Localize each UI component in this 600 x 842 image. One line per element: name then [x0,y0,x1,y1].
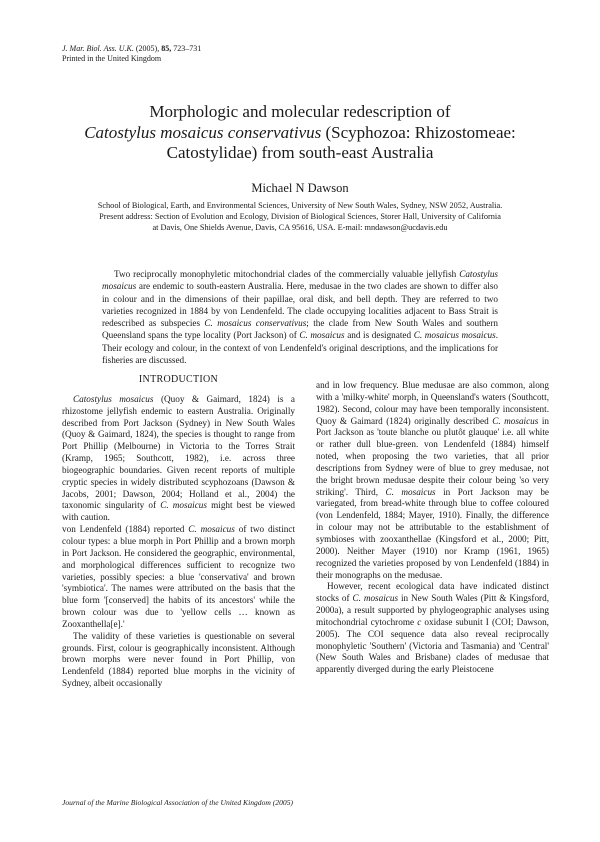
body-text: in Port Jackson may be variegated, from bread-white through blue to coffee coloured (von Lendenfeld, 1884; Mayer, 1910). Finally, the difference in colour may not be attributable to the establishment of symbioses with zooxanthellae (Kingsford et al., 2000; Pitt, 2000). Neither Mayer (1910) nor Kramp (1961, 1965) recognized the varieties proposed by von Lendenfeld (1884) in their monographs on the medusae. [316,486,549,580]
body-text: might best be viewed with caution. [62,500,296,523]
abstract-taxon: C. mosaicus conservativus [204,318,307,329]
body-text: (Quoy & Gaimard, 1824) is a rhizostome jellyfish endemic to eastern Australia. Originally described from Port Jackson (Sydney) in New South Wales (Quoy & Gaimard, 1824), the species is thought to range from Port Phillip (Melbourne) in Victoria to the Torres Strait (Kramp, 1965; Southcott, 1982), i.e. across three biogeographic boundaries. Given recent reports of multiple cryptic species in widely distributed scyphozoans (Dawson & Jacobs, 2001; Dawson, 2004; Holland et al., 2004) the taxonomic singularity of [62,393,295,511]
abstract-taxon: C. mosaicus [299,330,345,341]
intro-paragraph-3-continued [316,380,549,581]
journal-abbreviation: J. Mar. Biol. Ass. U.K. [62,44,134,53]
intro-paragraph-4 [316,581,549,676]
journal-footer: Journal of the Marine Biological Association of the United Kingdom (2005) [62,798,294,807]
body-taxon: C. mosaicus [352,593,399,604]
body-text: in New South Wales (Pitt & Kingsford, 2000a), a result supported by phylogeographic analyses using mitochondrial cytochrome [316,593,549,627]
body-taxon: C. mosaicus [160,500,207,511]
body-text: in Port Jackson as 'toute blanche ou plutôt glauque' i.e. all white or rather dull blue-green. von Lendenfeld (1884) himself noted, when proposing the two varieties, that all prior descriptions from Sydney were of blue to grey medusae, not the bright brown medusae despite their colour being 'so very striking'. Third, [316,415,550,497]
title-taxon: Catostylus mosaicus conservativus [84,122,322,142]
body-taxon: c [417,616,422,627]
intro-paragraph-3: The validity of these varieties is questionable on several grounds. First, colour is geographically inconsistent. Although brown morphs were never found in Port Phillip, von Lendenfeld (1884) reported blue morphs in the vicinity of Sydney, albeit occasionally [62,630,295,689]
section-heading-introduction: INTRODUCTION [138,374,219,385]
title-line-2 [80,123,520,144]
body-taxon: C. mosaicus [188,524,235,535]
left-column [62,374,295,690]
abstract-text: Two reciprocally monophyletic mitochondrial clades of the commercially valuable jellyfish [114,269,460,279]
printed-location: Printed in the United Kingdom [62,54,162,63]
abstract-text: . Their ecology and colour, in the context of von Lendenfeld's original descriptions, and the implications for fisheries are discussed. [102,330,499,366]
title-line-2-rest: (Scyphozoa: Rhizostomeae: [321,122,516,142]
intro-paragraph-2 [62,524,295,631]
paper-title [80,102,520,164]
abstract [102,268,498,366]
title-line-3: Catostylidae) from south-east Australia [166,143,434,162]
affiliation-line-1: School of Biological, Earth, and Environmental Sciences, University of New South Wales, Sydney, NSW 2052, Australia. [97,201,503,210]
body-text: of two distinct colour types: a blue morph in Port Phillip and a brown morph in Port Jackson. He considered the geographic, environmental, and morphological differences sufficient to recognize two varieties, possibly species: a blue 'conservativa' and brown 'symbiotica'. The names were attributed on the basis that the blue form '[conserved] the habits of its ancestors' while the brown colour was due to 'yellow cells … known as Zooxanthella[e].' [62,524,295,629]
body-text: However, recent ecological data have indicated distinct stocks of [316,581,549,604]
right-column [316,380,549,676]
body-taxon: C. mosaicus [385,486,436,497]
abstract-text: ; the clade from New South Wales and southern Queensland spans the type locality (Port Jackson) of [102,318,499,341]
journal-pages: 723–731 [173,44,202,53]
affiliation-line-3: at Davis, One Shields Avenue, Davis, CA 95616, USA. E-mail: mndawson@ucdavis.edu [152,223,448,232]
affiliation [62,200,538,233]
abstract-text: and is designated [344,330,414,341]
body-text: von Lendenfeld (1884) reported [62,524,189,535]
journal-year: (2005), [135,44,160,53]
abstract-text: are endemic to south-eastern Australia. Here, medusae in the two clades are shown to differ also in colour and in the dimensions of their papillae, oral disk, and bell depth. They are referred to two varieties recognized in 1884 by von Lendenfeld. The clade occupying localities adjacent to Bass Strait is redescribed as subspecies [102,281,498,329]
journal-volume: 85, [161,44,172,53]
body-text: oxidase subunit I (COI; Dawson, 2005). The COI sequence data also reveal reciprocally monophyletic 'Southern' (Victoria and Tasmania) and 'Central' (New South Wales and Brisbane) clades of medusae that apparently diverged during the early Pleistocene [316,616,549,675]
journal-citation [62,44,201,64]
body-taxon: C. mosaicus [492,415,539,426]
title-line-1: Morphologic and molecular redescription of [149,102,451,121]
body-text: and in low frequency. Blue medusae are also common, along with a 'milky-white' morph, in Queensland's waters (Southcott, 1982). Second, colour may have been temporally inconsistent. Quoy & Gaimard (1824) originally described [316,380,549,426]
body-taxon: Catostylus mosaicus [73,393,154,404]
abstract-taxon: Catostylus mosaicus [102,269,498,292]
author-name: Michael N Dawson [251,181,349,195]
intro-paragraph-1 [62,394,295,524]
abstract-taxon: C. mosaicus mosaicus [413,330,496,341]
affiliation-line-2: Present address: Section of Evolution and Ecology, Division of Biological Sciences, Storer Hall, University of California [99,212,501,221]
